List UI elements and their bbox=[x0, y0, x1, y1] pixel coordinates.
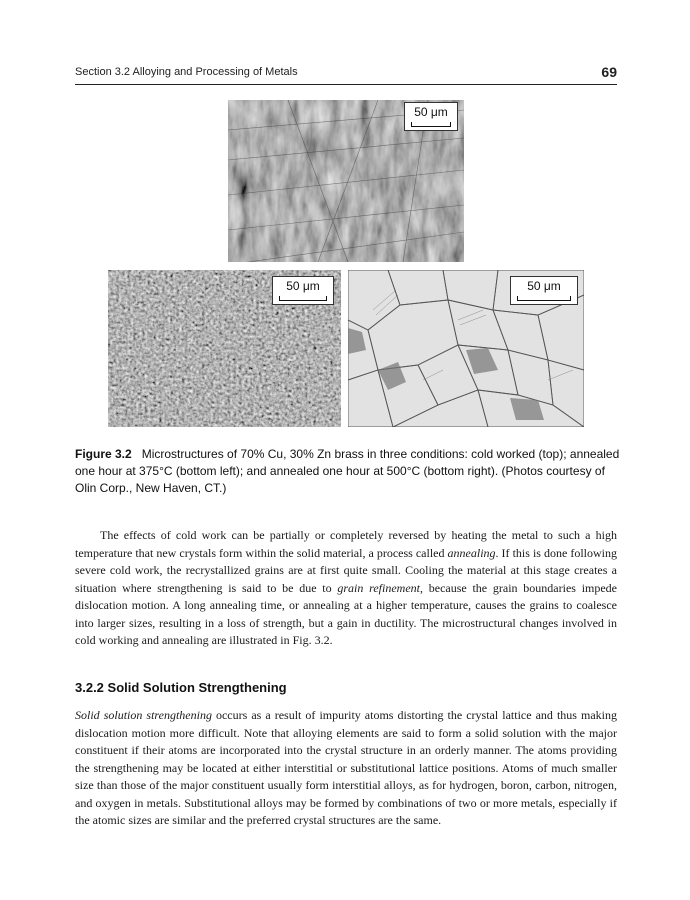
scale-bar-bottom-left bbox=[272, 276, 334, 305]
paragraph-solid-solution bbox=[75, 707, 617, 830]
page-number: 69 bbox=[601, 64, 617, 80]
scale-bar-line bbox=[517, 296, 571, 301]
scale-bar-line bbox=[411, 122, 451, 127]
paragraph-text: occurs as a result of impurity atoms distorting the crystal lattice and thus making dislocation motion more difficult. Note that alloying elements are said to form a solid solution with the major constituent if their atoms are incorporated into the crystal structure in an orderly manner. The atoms providing the strengthening may be located at either interstitial or substitutional lattice positions. Atoms of much smaller size than those of the major constituent usually form interstitial alloys, as for hydrogen, boron, carbon, nitrogen, and oxygen in metals. Substitutional alloys may be formed by combinations of two or more metals, especially if the atomic sizes are similar and the preferred crystal structures are the same. bbox=[75, 708, 617, 827]
scale-bar-label: 50 μm bbox=[414, 105, 448, 119]
term-grain-refinement: grain refinement bbox=[337, 580, 420, 595]
micrograph-annealed-500c bbox=[348, 270, 584, 427]
micrograph-annealed-375c bbox=[108, 270, 341, 427]
term-annealing: annealing bbox=[447, 545, 496, 560]
scale-bar-line bbox=[279, 296, 327, 301]
term-solid-solution-strengthening: Solid solution strengthening bbox=[75, 708, 212, 722]
figure-caption-text: Microstructures of 70% Cu, 30% Zn brass in three conditions: cold worked (top); annealed one hour at 375°C (bottom left); and annealed one hour at 500°C (bottom right). (Photos courtesy of Olin Corp., New Haven, CT.) bbox=[75, 447, 620, 495]
figure-caption bbox=[75, 446, 620, 497]
scale-bar-bottom-right bbox=[510, 276, 578, 305]
scale-bar-label: 50 μm bbox=[527, 279, 561, 293]
paragraph-text: . If this is done following severe cold work, the recrystallized grains are at first quite small. Cooling the material at this stage creates a situation where strengthening is said to be due to bbox=[75, 545, 617, 595]
figure-label: Figure 3.2 bbox=[75, 447, 132, 461]
section-title: Section 3.2 Alloying and Processing of Metals bbox=[75, 66, 298, 78]
running-header bbox=[75, 64, 617, 85]
paragraph-text: The effects of cold work can be partially or completely reversed by heating the metal to such a high temperature that new crystals form within the solid material, a process called bbox=[75, 528, 617, 560]
section-heading: 3.2.2 Solid Solution Strengthening bbox=[75, 680, 287, 695]
paragraph-text: , because the grain boundaries impede dislocation motion. A long annealing time, or annealing at a higher temperature, causes the grains to coalesce into larger sizes, resulting in a loss of strength, but a gain in ductility. The microstructural changes involved in cold working and annealing are illustrated in Fig. 3.2. bbox=[75, 580, 618, 647]
paragraph-annealing bbox=[75, 527, 617, 650]
scale-bar-top bbox=[404, 102, 458, 131]
micrograph-cold-worked bbox=[228, 100, 464, 262]
scale-bar-label: 50 μm bbox=[286, 279, 320, 293]
